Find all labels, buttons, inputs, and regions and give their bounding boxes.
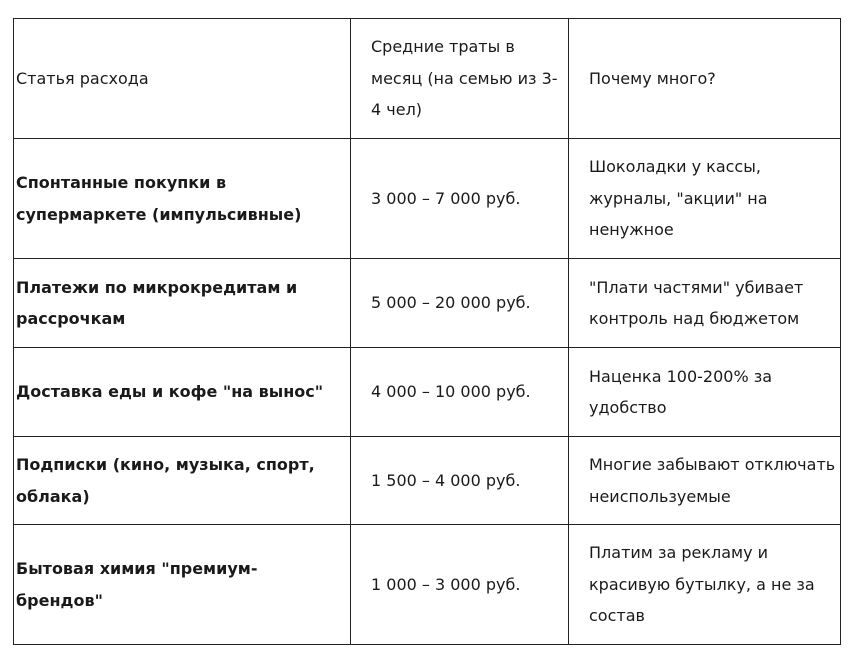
reason-cell: "Плати частями" убивает контроль над бюджетом: [569, 259, 841, 348]
reason-cell: Платим за рекламу и красивую бутылку, а не за состав: [569, 525, 841, 645]
monthly-spend-cell: 5 000 – 20 000 руб.: [351, 259, 569, 348]
table-row: [14, 525, 841, 645]
reason-cell: Многие забывают отключать неиспользуемые: [569, 437, 841, 525]
header-reason: Почему много?: [569, 19, 841, 139]
monthly-spend-cell: 4 000 – 10 000 руб.: [351, 348, 569, 437]
expense-item-cell: Доставка еды и кофе "на вынос": [14, 348, 351, 437]
reason-cell: Наценка 100-200% за удобство: [569, 348, 841, 437]
table-row: [14, 259, 841, 348]
expense-item-cell: Спонтанные покупки в супермаркете (импульсивные): [14, 139, 351, 259]
table-header-row: [14, 19, 841, 139]
monthly-spend-cell: 3 000 – 7 000 руб.: [351, 139, 569, 259]
expense-item-cell: Бытовая химия "премиум-брендов": [14, 525, 351, 645]
header-expense-item: Статья расхода: [14, 19, 351, 139]
reason-cell: Шоколадки у кассы, журналы, "акции" на ненужное: [569, 139, 841, 259]
expenses-table: [13, 18, 841, 645]
header-monthly-spend: Средние траты в месяц (на семью из 3-4 чел): [351, 19, 569, 139]
expense-item-cell: Платежи по микрокредитам и рассрочкам: [14, 259, 351, 348]
monthly-spend-cell: 1 000 – 3 000 руб.: [351, 525, 569, 645]
table-row: [14, 437, 841, 525]
monthly-spend-cell: 1 500 – 4 000 руб.: [351, 437, 569, 525]
table-row: [14, 348, 841, 437]
expense-item-cell: Подписки (кино, музыка, спорт, облака): [14, 437, 351, 525]
table-row: [14, 139, 841, 259]
